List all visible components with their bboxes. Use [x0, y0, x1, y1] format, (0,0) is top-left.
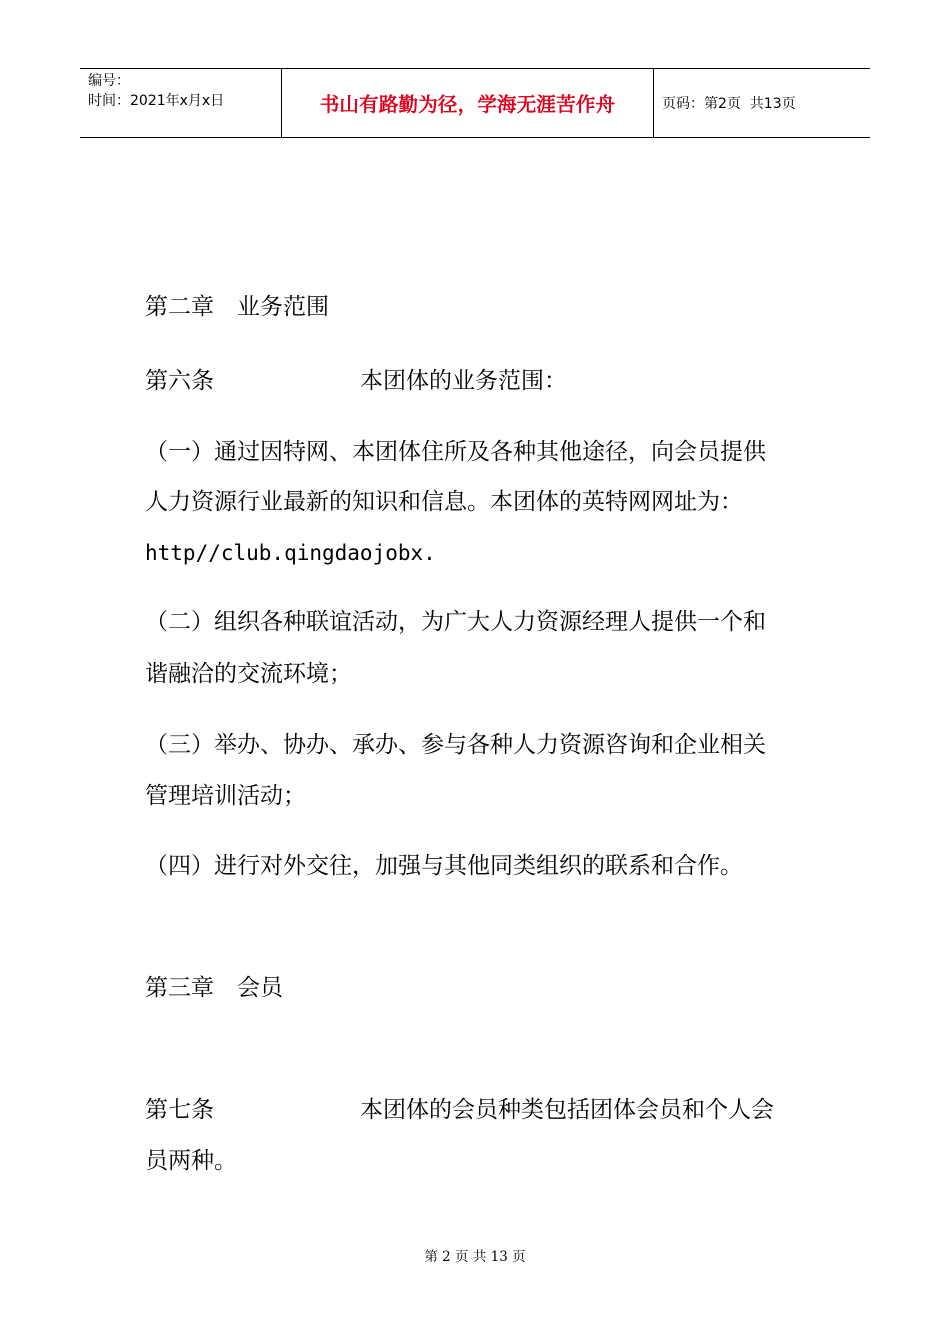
item-1-line-1: （一）通过因特网、本团体住所及各种其他途径，向会员提供 [145, 439, 766, 465]
document-header [80, 68, 870, 138]
item-2-line-1: （二）组织各种联谊活动，为广大人力资源经理人提供一个和 [145, 609, 766, 635]
item-3-line-2: 管理培训活动； [145, 783, 306, 809]
item-1-line-2: 人力资源行业最新的知识和信息。本团体的英特网网址为： [145, 489, 743, 515]
page-footer [0, 1245, 950, 1265]
date-label: 时间：2021年x月x日 [88, 93, 225, 109]
article-7-text: 本团体的会员种类包括团体会员和个人会 [360, 1097, 774, 1123]
article-6-label: 第六条 [145, 368, 214, 394]
item-2-line-2: 谐融洽的交流环境； [145, 661, 352, 687]
article-7-continuation: 员两种。 [145, 1148, 237, 1174]
article-6-text: 本团体的业务范围： [360, 368, 567, 394]
item-1-url: http//club.qingdaojobx. [145, 541, 436, 565]
chapter-2-title: 第二章 业务范围 [145, 294, 329, 320]
article-7-label: 第七条 [145, 1097, 214, 1123]
header-motto-cell [282, 69, 654, 137]
header-meta-cell [80, 69, 282, 137]
footer-page-number: 第 2 页 共 13 页 [424, 1249, 526, 1265]
page-info: 页码：第2页 共13页 [662, 96, 796, 112]
item-4-line-1: （四）进行对外交往，加强与其他同类组织的联系和合作。 [145, 853, 743, 879]
motto-text: 书山有路勤为径，学海无涯苦作舟 [319, 93, 616, 116]
chapter-3-title: 第三章 会员 [145, 975, 283, 1001]
item-3-line-1: （三）举办、协办、承办、参与各种人力资源咨询和企业相关 [145, 732, 766, 758]
header-page-cell [654, 69, 870, 137]
number-label: 编号： [88, 73, 130, 89]
